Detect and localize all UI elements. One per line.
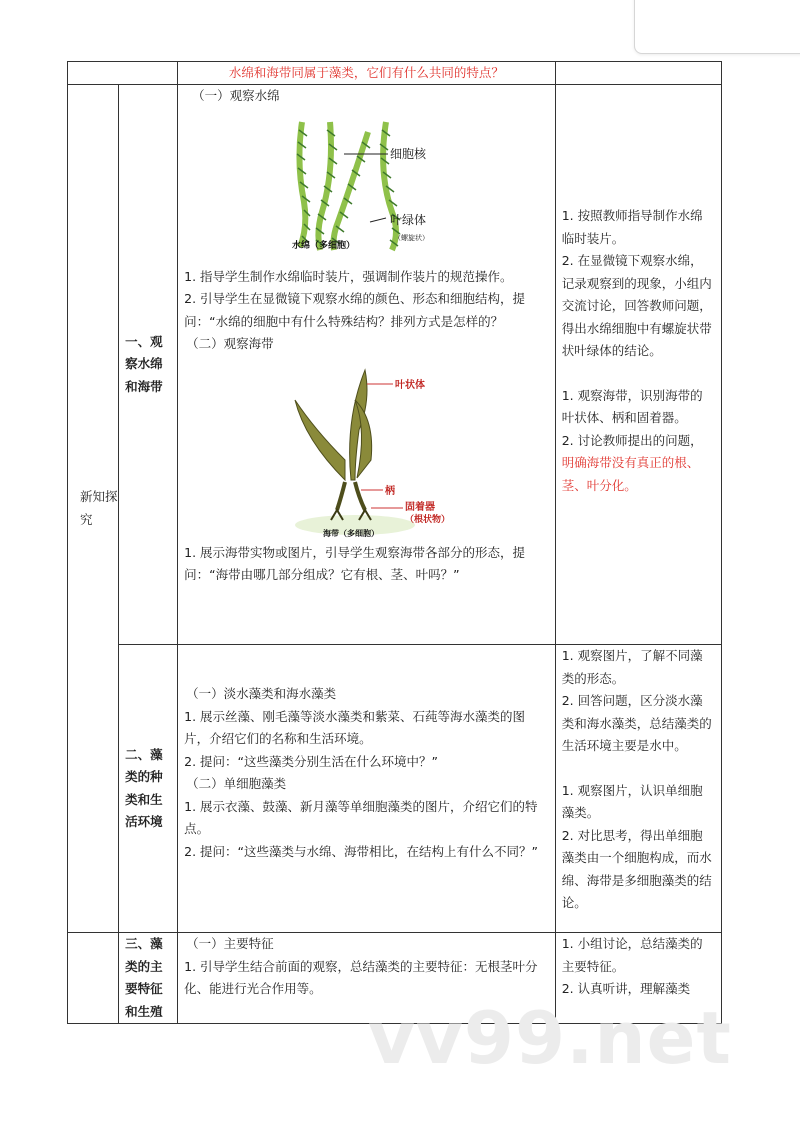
table-row bbox=[68, 645, 722, 933]
label-holdfast: 固着器 bbox=[405, 501, 436, 513]
phase-label: 新知探究 bbox=[68, 85, 119, 933]
teacher-activity-cell bbox=[178, 645, 556, 933]
subheading: （一）淡水藻类和海水藻类 bbox=[186, 686, 337, 701]
teacher-step: 1. 展示丝藻、刚毛藻等淡水藻类和紫菜、石莼等海水藻类的图片，介绍它们的名称和生活环境。 bbox=[184, 708, 526, 746]
overlay-card-corner bbox=[634, 0, 800, 54]
student-activity-cell bbox=[555, 85, 721, 645]
teacher-step: 1. 指导学生制作水绵临时装片，强调制作装片的规范操作。 bbox=[184, 268, 513, 284]
student-step-text: 2. 讨论教师提出的问题， bbox=[561, 432, 703, 448]
student-step-emphasis: 明确海带没有真正的根、茎、叶分化。 bbox=[561, 455, 700, 493]
student-activity-cell bbox=[555, 645, 721, 933]
table-row bbox=[68, 85, 722, 645]
student-step: 2. 在显微镜下观察水绵，记录观察到的现象，小组内交流讨论，回答教师问题，得出水绵细胞中有螺旋状带状叶绿体的结论。 bbox=[561, 253, 712, 358]
teacher-activity-cell bbox=[178, 85, 556, 645]
student-step bbox=[562, 430, 715, 498]
section-title: 三、藻类的主要特征和生殖 bbox=[119, 933, 178, 1024]
teacher-step: 2. 提问：“这些藻类分别生活在什么环境中？” bbox=[184, 753, 438, 769]
subheading: （一）主要特征 bbox=[186, 936, 274, 951]
figure-caption: 海带（多细胞） bbox=[323, 528, 380, 538]
student-step: 2. 认真听讲，理解藻类 bbox=[561, 981, 691, 996]
label-nucleus: 细胞核 bbox=[390, 146, 427, 161]
student-step: 1. 小组讨论，总结藻类的主要特征。 bbox=[561, 936, 703, 974]
student-step: 1. 观察图片，了解不同藻类的形态。 bbox=[561, 648, 703, 686]
teacher-step: 2. 引导学生在显微镜下观察水绵的颜色、形态和细胞结构，提问：“水绵的细胞中有什么特殊结构？排列方式是怎样的？ bbox=[184, 291, 526, 329]
lesson-plan-table bbox=[67, 61, 722, 1024]
watermark: vv99.net bbox=[368, 996, 732, 1080]
header-empty-cell bbox=[555, 62, 721, 85]
student-step: 1. 观察图片，认识单细胞藻类。 bbox=[561, 782, 703, 820]
student-step: 2. 回答问题，区分淡水藻类和海水藻类，总结藻类的生活环境主要是水中。 bbox=[561, 693, 712, 753]
figure-caption: 水绵（多细胞） bbox=[292, 240, 356, 251]
header-question: 水绵和海带同属于藻类，它们有什么共同的特点？ bbox=[178, 62, 556, 85]
label-chloroplast-shape: （螺旋状） bbox=[394, 233, 430, 242]
label-holdfast-note: （根状物） bbox=[405, 514, 451, 525]
teacher-step: 1. 展示海带实物或图片，引导学生观察海带各部分的形态，提问：“海带由哪几部分组成？它有根、茎、叶吗？” bbox=[184, 544, 526, 582]
teacher-step: 1. 引导学生结合前面的观察，总结藻类的主要特征：无根茎叶分化、能进行光合作用等。 bbox=[184, 958, 538, 996]
teacher-step: 2. 提问：“这些藻类与水绵、海带相比，在结构上有什么不同？” bbox=[184, 843, 538, 859]
student-step: 2. 对比思考，得出单细胞藻类由一个细胞构成，而水绵、海带是多细胞藻类的结论。 bbox=[561, 827, 712, 910]
label-blade: 叶状体 bbox=[395, 379, 426, 391]
subheading: （二）观察海带 bbox=[186, 336, 274, 351]
student-step: 1. 观察海带，识别海带的叶状体、柄和固着器。 bbox=[561, 387, 703, 425]
subheading: （一）观察水绵 bbox=[192, 88, 280, 103]
teacher-step: 1. 展示衣藻、鼓藻、新月藻等单细胞藻类的图片，介绍它们的特点。 bbox=[184, 798, 538, 836]
header-empty-cell bbox=[68, 62, 178, 85]
kelp-figure bbox=[275, 360, 457, 538]
label-stipe: 柄 bbox=[385, 485, 396, 497]
label-chloroplast: 叶绿体 bbox=[390, 212, 427, 227]
subheading: （二）单细胞藻类 bbox=[186, 776, 287, 791]
phase-empty-cell bbox=[68, 933, 119, 1024]
student-step: 1. 按照教师指导制作水绵临时装片。 bbox=[561, 208, 703, 246]
spirogyra-figure bbox=[282, 112, 450, 262]
section-title: 一、观察水绵和海带 bbox=[119, 85, 178, 645]
section-title: 二、藻类的种类和生活环境 bbox=[119, 645, 178, 933]
table-row bbox=[68, 62, 722, 85]
